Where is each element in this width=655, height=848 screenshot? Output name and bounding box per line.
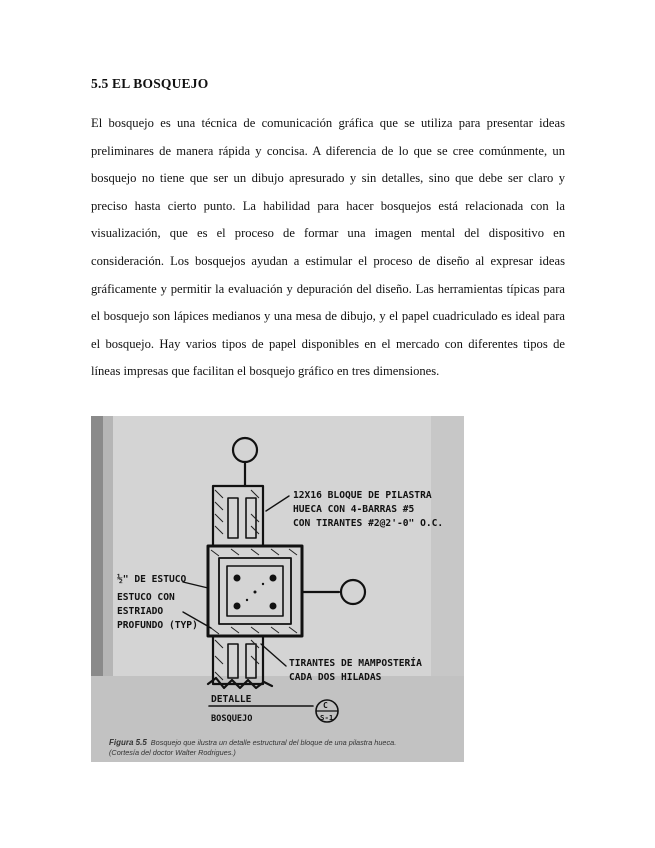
label-bosquejo: BOSQUEJO (211, 714, 253, 724)
figure-credit: (Cortesía del doctor Walter Rodrigues.) (109, 748, 236, 757)
label-pilastra-3: CON TIRANTES #2@2'-0" O.C. (293, 518, 444, 529)
label-detalle: DETALLE (211, 694, 252, 705)
label-estriado-1: ESTUCO CON (117, 592, 175, 603)
sketch-figure (91, 416, 464, 762)
figure-caption-text: Bosquejo que ilustra un detalle estructural del bloque de una pilastra hueca. (150, 738, 397, 747)
tag-top: C (323, 701, 328, 710)
label-estriado-3: PROFUNDO (TYP) (117, 620, 198, 631)
label-tirantes-2: CADA DOS HILADAS (289, 672, 382, 683)
label-pilastra-2: HUECA CON 4-BARRAS #5 (293, 504, 415, 515)
body-paragraph: El bosquejo es una técnica de comunicación gráfica que se utiliza para presentar ideas preliminares de manera rápida y concisa. A diferencia de lo que se cree comúnmente, un bosquejo no tiene que ser un dibujo apresurado y sin detalles, sino que debe ser claro y preciso hasta cierto punto. La habilidad para hacer bosquejos está relacionada con la visualización, que es el proceso de formar una imagen mental del dispositivo en consideración. Los bosquejos ayudan a estimular el proceso de diseño al expresar ideas gráficamente y permitir la evaluación y depuración del diseño. Las herramientas típicas para el bosquejo son lápices medianos y una mesa de dibujo, y el papel cuadriculado es ideal para el bosquejo. Hay varios tipos de papel disponibles en el mercado con diferentes tipos de líneas impresas que facilitan el bosquejo gráfico en tres dimensiones. (91, 116, 565, 379)
label-estriado-2: ESTRIADO (117, 606, 164, 617)
label-tirantes-1: TIRANTES DE MAMPOSTERÍA (289, 658, 422, 669)
tag-bottom: S-1 (320, 713, 334, 722)
section-heading: 5.5 EL BOSQUEJO (91, 76, 209, 91)
sketch-drawing (91, 416, 464, 762)
figure-number: Figura 5.5 (109, 738, 147, 747)
label-pilastra-1: 12X16 BLOQUE DE PILASTRA (293, 490, 432, 501)
label-estuco: ½" DE ESTUCO (117, 574, 187, 585)
figure-caption (109, 738, 464, 758)
